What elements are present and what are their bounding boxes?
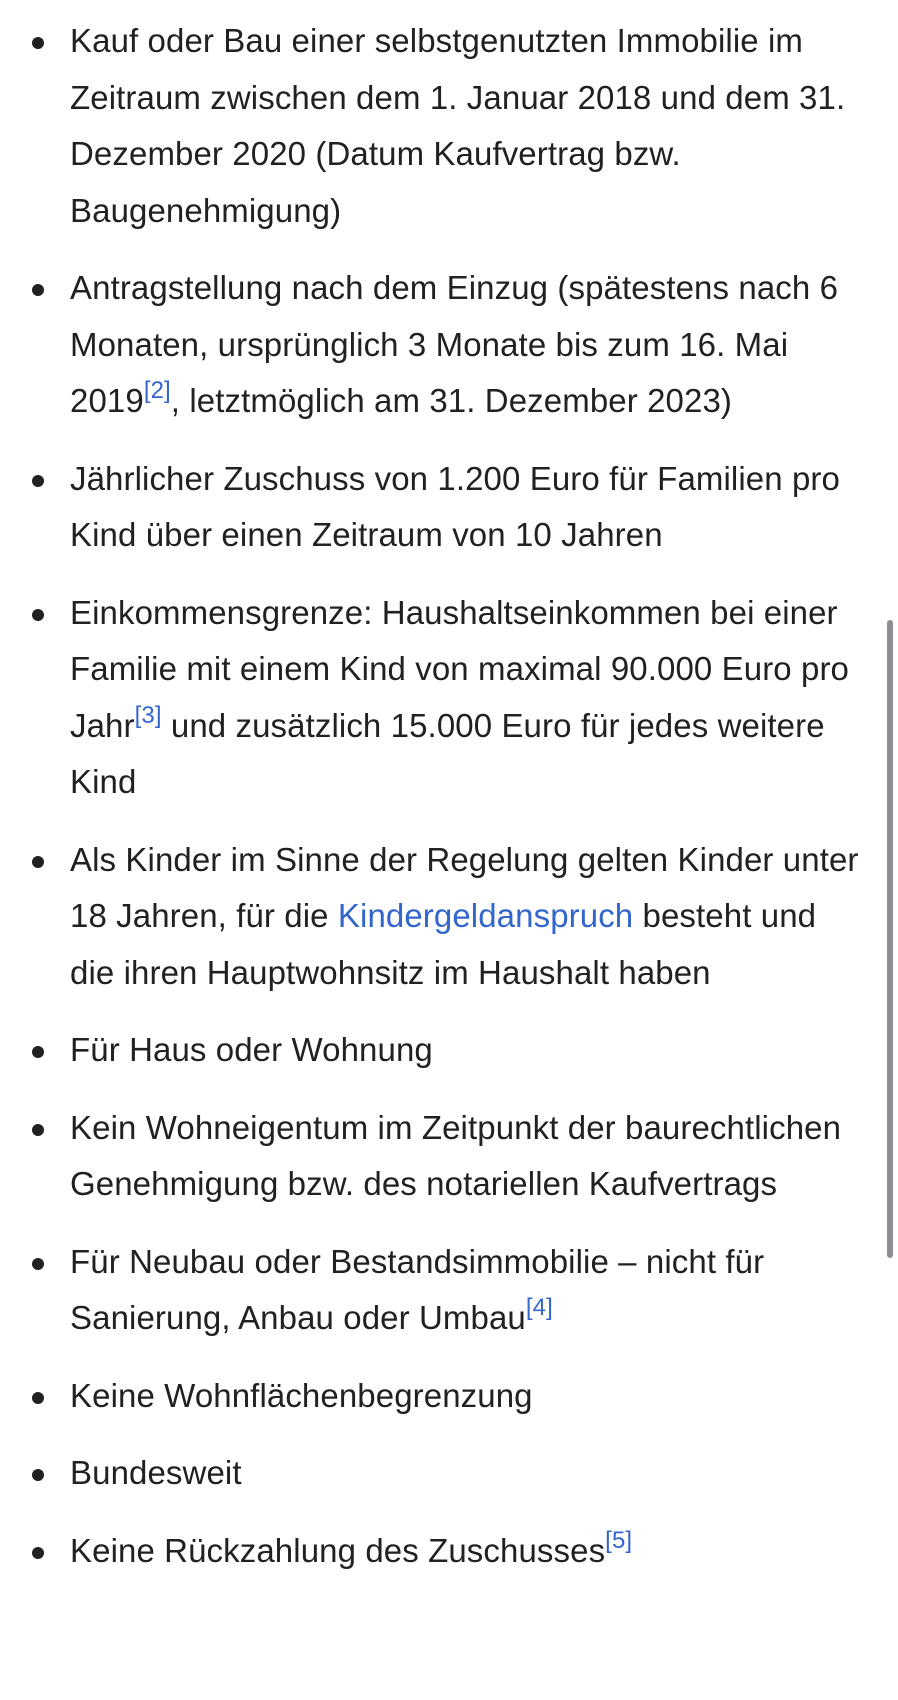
reference-link[interactable]: [2] — [143, 377, 171, 404]
list-item-text: Einkommensgrenze: Haushaltseinkommen bei einer Familie mit einem Kind von maximal 90.000 Euro pro Jahr — [70, 593, 850, 744]
scrollbar[interactable] — [887, 620, 893, 1258]
list-item-text: Bundesweit — [70, 1454, 242, 1491]
list-item-text: Jährlicher Zuschuss von 1.200 Euro für Familien pro Kind über einen Zeitraum von 10 Jahren — [70, 459, 840, 553]
bullet-icon — [32, 284, 44, 296]
list-item-text: Kauf oder Bau einer selbstgenutzten Immobilie im Zeitraum zwischen dem 1. Januar 2018 und dem 31. Dezember 2020 (Datum Kaufvertrag bzw. Baugenehmigung) — [70, 22, 846, 229]
bullet-icon — [32, 856, 44, 868]
list-item — [0, 1022, 898, 1079]
list-item — [0, 1523, 898, 1580]
bullet-icon — [32, 1258, 44, 1270]
bullet-icon — [32, 1124, 44, 1136]
list-item-text: , letztmöglich am 31. Dezember 2023) — [170, 382, 732, 419]
list-item — [0, 585, 898, 811]
list-item — [0, 260, 898, 430]
list-item-text: besteht und die ihren Hauptwohnsitz im Haushalt haben — [70, 897, 817, 991]
bullet-list — [0, 13, 898, 1600]
list-item-text: Kein Wohneigentum im Zeitpunkt der baurechtlichen Genehmigung bzw. des notariellen Kaufvertrags — [70, 1108, 842, 1202]
bullet-icon — [32, 1547, 44, 1559]
list-item-text: Antragstellung nach dem Einzug (spätestens nach 6 Monaten, ursprünglich 3 Monate bis zum 16. Mai 2019 — [70, 269, 839, 419]
reference-link[interactable]: [4] — [525, 1294, 553, 1321]
reference-link[interactable]: [5] — [605, 1526, 633, 1554]
kindergeldanspruch-link[interactable]: Kindergeldanspruch — [337, 897, 634, 934]
list-item-text: Keine Wohnflächenbegrenzung — [70, 1376, 533, 1414]
list-item-text: Für Haus oder Wohnung — [70, 1031, 433, 1068]
bullet-icon — [32, 1392, 44, 1404]
list-item — [0, 1234, 898, 1347]
list-item — [0, 451, 898, 564]
bullet-icon — [32, 609, 44, 621]
bullet-icon — [32, 1046, 44, 1058]
list-item — [0, 1100, 898, 1213]
reference-link[interactable]: [3] — [134, 701, 162, 729]
list-item-text: Für Neubau oder Bestandsimmobilie – nicht für Sanierung, Anbau oder Umbau — [70, 1242, 765, 1336]
bullet-icon — [32, 1469, 44, 1481]
list-item — [0, 13, 898, 239]
bullet-icon — [32, 37, 44, 49]
list-item — [0, 1445, 898, 1502]
list-item — [0, 832, 898, 1002]
list-item-text: Als Kinder im Sinne der Regelung gelten Kinder unter 18 Jahren, für die — [70, 840, 859, 934]
list-item — [0, 1368, 898, 1425]
list-item-text: Keine Rückzahlung des Zuschusses — [70, 1531, 606, 1569]
bullet-icon — [32, 475, 44, 487]
list-item-text: und zusätzlich 15.000 Euro für jedes weitere Kind — [70, 706, 825, 800]
